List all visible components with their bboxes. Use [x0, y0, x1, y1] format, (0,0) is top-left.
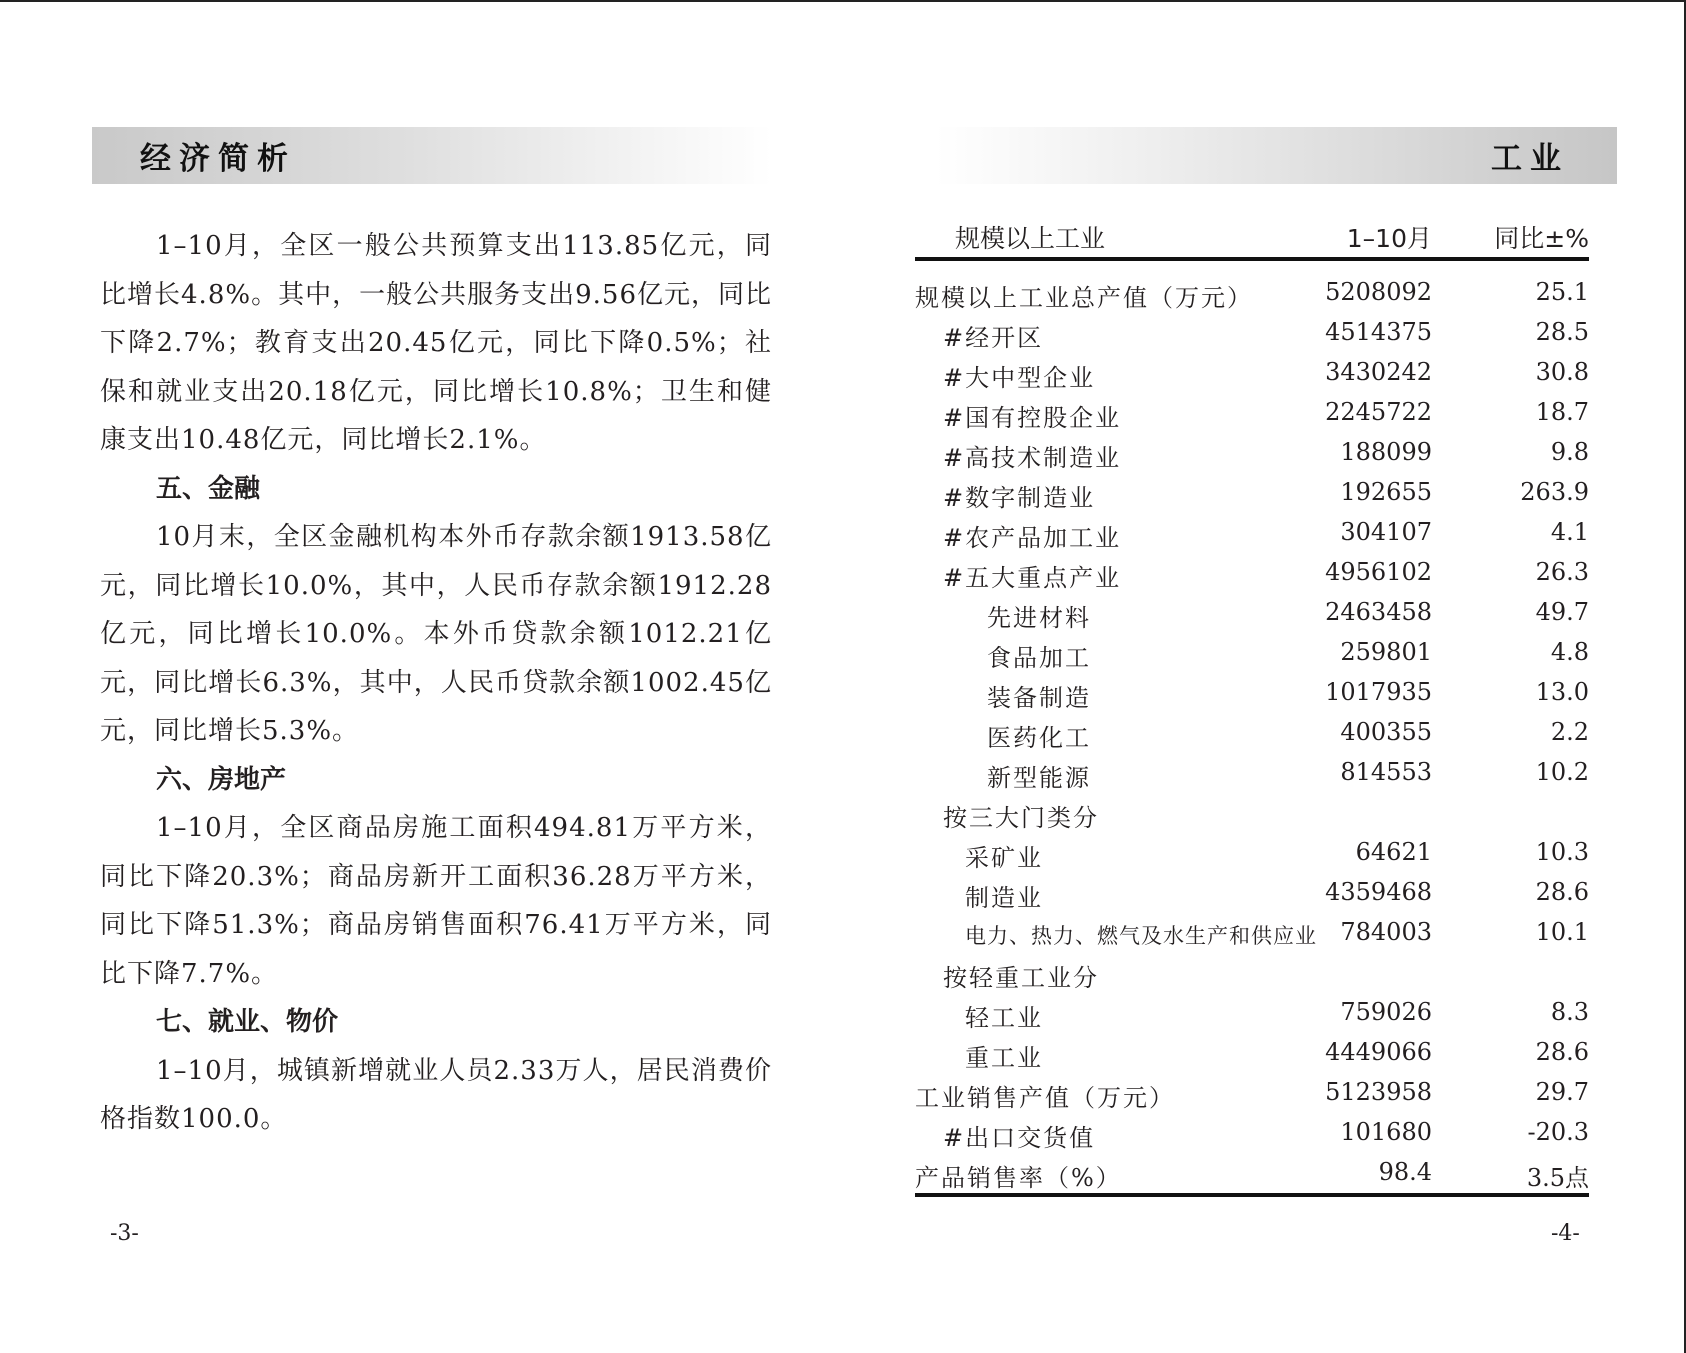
right-page-number: -4-	[1551, 1221, 1580, 1246]
row-yoy-change: 28.6	[1535, 1038, 1589, 1066]
body-paragraph: 10月末，全区金融机构本外币存款余额1913.58亿元，同比增长10.0%，其中，人民币存款余额1912.28亿元，同比增长10.0%。本外币贷款余额1012.21亿元，同比增长6.3%，其中，人民币贷款余额1002.45亿元，同比增长5.3%。	[100, 522, 772, 746]
industry-table-header	[915, 215, 1589, 261]
row-yoy-change: 25.1	[1535, 278, 1589, 306]
row-value: 759026	[1340, 998, 1432, 1026]
row-value: 1017935	[1325, 678, 1432, 706]
row-yoy-change: 26.3	[1535, 558, 1589, 586]
row-label: 产品销售率（%）	[915, 1164, 1122, 1192]
table-row	[915, 274, 1589, 314]
table-row	[915, 834, 1589, 874]
row-value: 101680	[1340, 1118, 1432, 1146]
table-row	[915, 394, 1589, 434]
body-paragraph: 1–10月，全区一般公共预算支出113.85亿元，同比增长4.8%。其中，一般公共服务支出9.56亿元，同比下降2.7%；教育支出20.45亿元，同比下降0.5%；社保和就业支出20.18亿元，同比增长10.8%；卫生和健康支出10.48亿元，同比增长2.1%。	[100, 231, 772, 455]
left-page-number: -3-	[110, 1221, 139, 1246]
row-label: 电力、热力、燃气及水生产和供应业	[965, 924, 1317, 948]
row-label: 医药化工	[987, 724, 1091, 752]
row-yoy-change: 30.8	[1535, 358, 1589, 386]
right-page-header-title: 工业	[1491, 141, 1569, 177]
table-row	[915, 674, 1589, 714]
row-label: #出口交货值	[943, 1124, 1096, 1152]
row-value: 5208092	[1325, 278, 1432, 306]
row-yoy-change: 263.9	[1520, 478, 1589, 506]
table-bottom-rule	[915, 1193, 1589, 1197]
row-label: 按轻重工业分	[943, 964, 1099, 992]
row-value: 784003	[1340, 918, 1432, 946]
row-yoy-change: 3.5点	[1526, 1164, 1589, 1192]
table-row	[915, 314, 1589, 354]
row-yoy-change: 10.1	[1535, 918, 1589, 946]
table-row	[915, 634, 1589, 674]
table-row	[915, 874, 1589, 914]
section-heading: 五、金融	[156, 473, 261, 504]
row-yoy-change: 10.3	[1535, 838, 1589, 866]
row-yoy-change: 8.3	[1550, 998, 1589, 1026]
table-row	[915, 554, 1589, 594]
section-heading: 六、房地产	[156, 764, 287, 795]
table-row	[915, 474, 1589, 514]
table-row	[915, 914, 1589, 954]
table-row	[915, 754, 1589, 794]
row-label: 工业销售产值（万元）	[915, 1084, 1175, 1112]
row-yoy-change: 4.8	[1550, 638, 1589, 666]
row-yoy-change: 13.0	[1535, 678, 1589, 706]
industry-table-body	[915, 274, 1589, 1194]
row-label: 重工业	[965, 1044, 1043, 1072]
row-label: 规模以上工业总产值（万元）	[915, 284, 1253, 312]
row-label: #高技术制造业	[943, 444, 1122, 472]
row-value: 304107	[1340, 518, 1432, 546]
table-row	[915, 594, 1589, 634]
right-page	[843, 0, 1686, 1353]
table-row	[915, 1114, 1589, 1154]
row-label: 装备制造	[987, 684, 1091, 712]
row-yoy-change: 18.7	[1535, 398, 1589, 426]
row-yoy-change: -20.3	[1527, 1118, 1589, 1146]
row-yoy-change: 29.7	[1535, 1078, 1589, 1106]
table-row	[915, 434, 1589, 474]
row-yoy-change: 10.2	[1535, 758, 1589, 786]
row-value: 259801	[1340, 638, 1432, 666]
column-header-period: 1–10月	[1346, 224, 1432, 253]
left-page-header-banner	[92, 127, 772, 184]
row-label: 采矿业	[965, 844, 1043, 872]
row-label: #数字制造业	[943, 484, 1096, 512]
row-label: #农产品加工业	[943, 524, 1122, 552]
section-heading: 七、就业、物价	[156, 1007, 339, 1037]
row-label: #五大重点产业	[943, 564, 1122, 592]
row-label: #国有控股企业	[943, 404, 1122, 432]
row-yoy-change: 28.5	[1535, 318, 1589, 346]
row-value: 188099	[1340, 438, 1432, 466]
row-value: 3430242	[1325, 358, 1432, 386]
body-paragraph: 1–10月，全区商品房施工面积494.81万平方米，同比下降20.3%；商品房新开工面积36.28万平方米，同比下降51.3%；商品房销售面积76.41万平方米，同比下降7.7%。	[100, 813, 772, 989]
body-paragraph: 1–10月，城镇新增就业人员2.33万人，居民消费价格指数100.0。	[100, 1055, 772, 1134]
row-value: 814553	[1340, 758, 1432, 786]
row-yoy-change: 9.8	[1550, 438, 1589, 466]
row-label: 先进材料	[987, 604, 1091, 632]
table-row	[915, 994, 1589, 1034]
row-label: #大中型企业	[943, 364, 1096, 392]
table-row	[915, 1034, 1589, 1074]
row-value: 5123958	[1325, 1078, 1432, 1106]
table-row	[915, 1154, 1589, 1194]
row-value: 64621	[1355, 838, 1432, 866]
row-yoy-change: 2.2	[1550, 718, 1589, 746]
column-header-yoy-change: 同比±%	[1494, 224, 1589, 253]
row-label: 食品加工	[987, 644, 1091, 672]
right-page-header-banner	[935, 127, 1617, 184]
row-value: 2463458	[1325, 598, 1432, 626]
row-yoy-change: 28.6	[1535, 878, 1589, 906]
row-value: 2245722	[1325, 398, 1432, 426]
row-label: 按三大门类分	[943, 804, 1099, 832]
left-page-body	[100, 222, 772, 1144]
column-header-indicator: 规模以上工业	[955, 224, 1106, 253]
table-row	[915, 954, 1589, 994]
row-value: 98.4	[1378, 1158, 1432, 1186]
row-value: 400355	[1340, 718, 1432, 746]
row-label: 轻工业	[965, 1004, 1043, 1032]
row-value: 192655	[1340, 478, 1432, 506]
table-row	[915, 714, 1589, 754]
left-page-header-title: 经济简析	[140, 141, 296, 177]
row-value: 4956102	[1325, 558, 1432, 586]
table-row	[915, 1074, 1589, 1114]
row-value: 4514375	[1325, 318, 1432, 346]
row-label: 制造业	[965, 884, 1043, 912]
row-label: #经开区	[943, 324, 1044, 352]
row-value: 4449066	[1325, 1038, 1432, 1066]
row-value: 4359468	[1325, 878, 1432, 906]
table-row	[915, 354, 1589, 394]
row-label: 新型能源	[987, 764, 1091, 792]
row-yoy-change: 49.7	[1535, 598, 1589, 626]
row-yoy-change: 4.1	[1550, 518, 1589, 546]
table-row	[915, 794, 1589, 834]
table-row	[915, 514, 1589, 554]
